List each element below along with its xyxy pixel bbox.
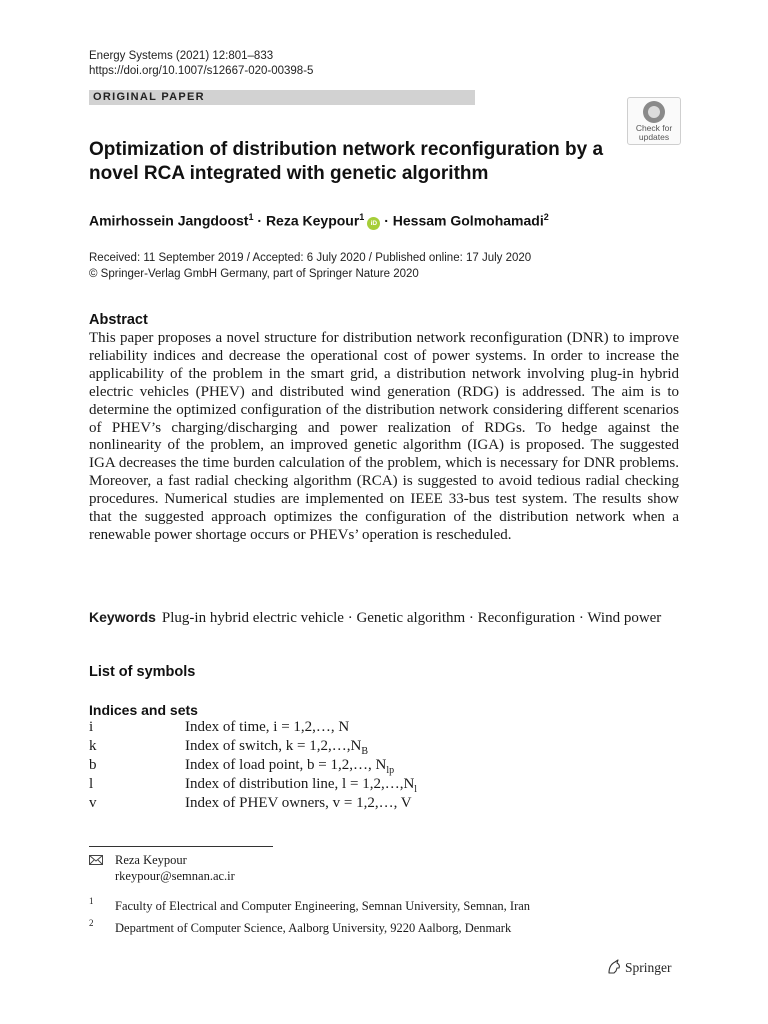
author-affiliation-mark: 1 [248, 212, 254, 222]
article-type: ORIGINAL PAPER [93, 91, 205, 103]
check-updates-line2: updates [638, 132, 670, 142]
footnote-number: 2 [89, 918, 94, 928]
journal-citation: Energy Systems (2021) 12:801–833 [89, 50, 274, 62]
author-name: Hessam Golmohamadi [392, 212, 544, 229]
copyright-line: © Springer-Verlag GmbH Germany, part of Springer Nature 2020 [89, 268, 419, 280]
correspondence [115, 852, 235, 884]
footnote-affiliation: Department of Computer Science, Aalborg University, 9220 Aalborg, Denmark [115, 921, 512, 935]
author-name: Reza Keypour [265, 212, 360, 229]
paper-title: Optimization of distribution network reconfiguration by a novel RCA integrated with genetic algorithm [89, 139, 604, 184]
symbol-description-text: Index of switch, k = 1,2,…,N [185, 738, 362, 754]
author-separator: · [253, 212, 266, 229]
symbol-subscript: B [361, 746, 369, 757]
author-name: Amirhossein Jangdoost [89, 212, 249, 229]
indices-heading: Indices and sets [89, 702, 198, 718]
abstract-heading: Abstract [89, 312, 148, 328]
symbol-description [185, 794, 665, 812]
publication-dates [89, 250, 531, 282]
author-separator: · [380, 212, 393, 229]
symbol-description-text: Index of distribution line, l = 1,2,…,N [185, 776, 415, 792]
springer-horse-icon [606, 959, 622, 975]
doi-link[interactable]: https://doi.org/10.1007/s12667-020-00398-5 [89, 65, 314, 77]
envelope-icon [89, 855, 103, 865]
symbol-subscript: l [414, 784, 418, 795]
list-of-symbols-heading: List of symbols [89, 664, 196, 680]
author-affiliation-mark: 1 [359, 212, 365, 222]
orcid-icon[interactable]: iD [367, 217, 380, 230]
corresponding-author: Reza Keypour [115, 853, 187, 867]
publisher-logo [606, 959, 672, 977]
corresponding-email[interactable]: rkeypour@semnan.ac.ir [115, 869, 235, 883]
check-updates-line1: Check for [635, 123, 673, 133]
abstract-text: This paper proposes a novel structure for distribution network reconfiguration (DNR) to improve reliability indices and decrease the operational cost of power systems. In order to increase the applicability of the problem in the smart grid, a distribution network involving plug-in hybrid electric vehicles (PHEV) and distributed wind generation (RDG) is addressed. The aim is to determine the optimized configuration of the distribution network considering different scenarios of PHEV’s charging/discharging and power realization of RDGs. To hedge against the nonlinearity of the problem, an improved genetic algorithm (IGA) is proposed. The suggested IGA decreases the time burden calculation of the problem, which is necessary for DNR problems. Moreover, a fast radial checking algorithm (RCA) is suggested to avoid tedious radial checking procedures. Numerical studies are implemented on IEEE 33-bus test system. The results show that the suggested approach optimizes the configuration of the distribution network when a renewable power shortage occurs or PHEVs’ operation is rescheduled. [89, 330, 679, 543]
keywords [89, 608, 679, 627]
symbol: i [89, 719, 94, 735]
keywords-heading: Keywords [89, 609, 156, 625]
footnote-number: 1 [89, 896, 94, 906]
symbol: b [89, 757, 97, 773]
symbol: v [89, 795, 97, 811]
symbol-description-text: Index of PHEV owners, v = 1,2,…, V [185, 795, 412, 811]
symbol-description-text: Index of load point, b = 1,2,…, N [185, 757, 387, 773]
dates-line: Received: 11 September 2019 / Accepted: 6 July 2020 / Published online: 17 July 2020 [89, 252, 532, 264]
symbol-subscript: lp [386, 765, 395, 776]
check-for-updates-badge[interactable] [627, 97, 681, 145]
symbol: k [89, 738, 97, 754]
footnote-affiliation: Faculty of Electrical and Computer Engineering, Semnan University, Semnan, Iran [115, 899, 531, 913]
author-affiliation-mark: 2 [543, 212, 549, 222]
symbol-description-text: Index of time, i = 1,2,…, N [185, 719, 350, 735]
keywords-text: Plug-in hybrid electric vehicle · Genetic algorithm · Reconfiguration · Wind power [161, 610, 662, 626]
author-list [89, 208, 549, 230]
symbol: l [89, 776, 94, 792]
journal-header [89, 49, 313, 79]
publisher-name: Springer [625, 960, 672, 975]
check-updates-icon [643, 101, 665, 123]
footnote-divider [89, 846, 273, 847]
symbol-description [185, 718, 665, 736]
article-type-bar [89, 90, 475, 105]
